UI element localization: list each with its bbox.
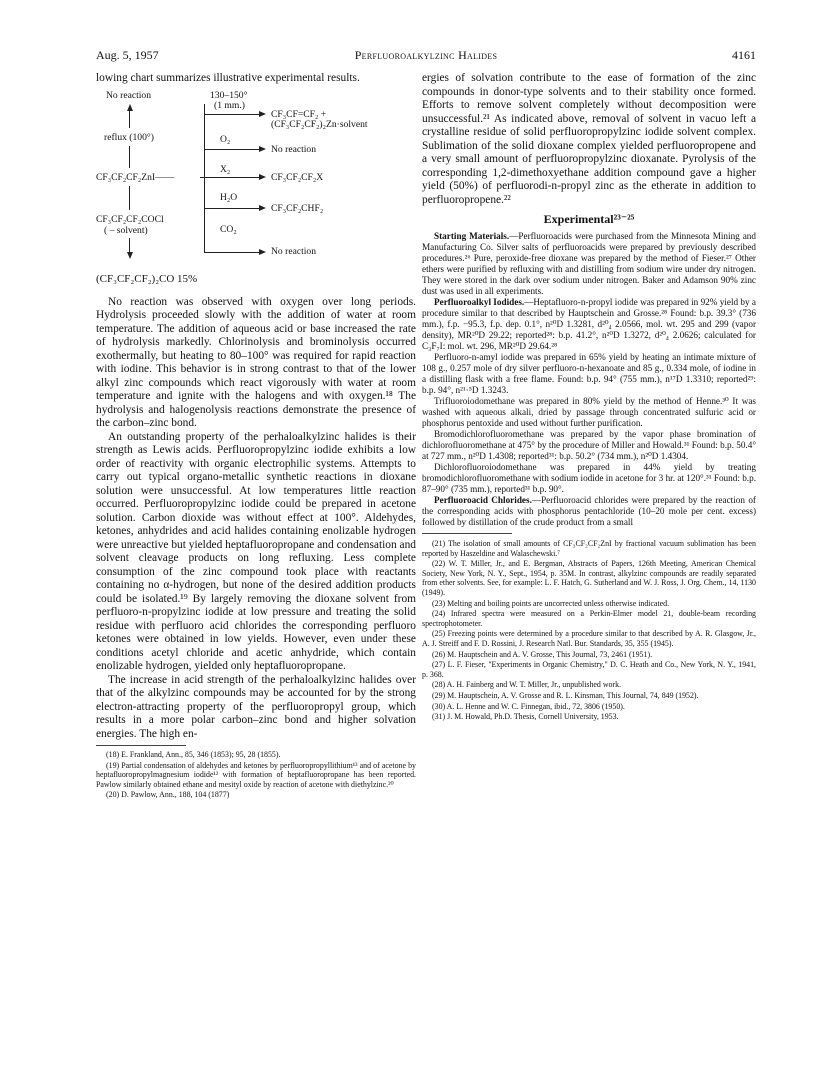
footnote: (19) Partial condensation of aldehydes and ketones by perfluoropropyllithium¹³ and of acetone by heptafluoropropylmagnesium iodide¹² with formation of heptafluoropropane has been reported. Pawlow similarly obtained ethane and mesityl oxide by reaction of acetone with diethylzinc.²⁰ xyxy=(96,760,416,789)
chart-intro: lowing chart summarizes illustrative experimental results. xyxy=(96,72,360,84)
right-arrow-icon xyxy=(259,174,266,180)
paragraph-text: —Heptafluoro-n-propyl iodide was prepared in 92% yield by a procedure similar to that described by Hauptschein and Grosse.²⁸ Found: b.p. 39.3° (736 mm.), f.p. −95.3, f.p. dep. 0.1°, n²⁰D 1.3281, d²⁰₄ 2.0566, mol. wt. 295 and 299 (vapor density), MR²⁰D 29.22; reported²⁸: b.p. 41.2°, n²⁰D 1.3272, d²⁰₄ 2.0626; calculated for C₃F₇I: mol. wt. 296, MR²⁰D 29.64.²⁸ xyxy=(422,297,756,351)
footnote-rule xyxy=(96,745,186,746)
scheme-line xyxy=(129,238,130,252)
paragraph: Perfluoro-n-amyl iodide was prepared in 65% yield by heating an intimate mixture of 108 g., 0.257 mole of dry silver perfluoro-n-hexanoate and 85 g., 0.334 mole, of iodine in a distilling flask with a free flame. Found: b.p. 94° (755 mm.), n¹⁷D 1.3310; reported²⁹: b.p. 94°, n²¹·⁵D 1.3243. xyxy=(422,352,756,395)
paragraph xyxy=(422,297,756,352)
up-arrow-icon xyxy=(127,104,133,111)
scheme-solvent-removed: ( – solvent) xyxy=(104,224,148,236)
scheme-line xyxy=(204,177,260,178)
scheme-cond-x2: X₂ xyxy=(220,163,231,175)
footnote: (30) A. L. Henne and W. C. Finnegan, ibid., 72, 3806 (1950). xyxy=(432,701,625,711)
scheme-line xyxy=(129,186,130,210)
scheme-line xyxy=(204,252,260,253)
scheme-branch-line xyxy=(204,104,205,252)
paragraph: Dichlorofluoroiodomethane was prepared in 44% yield by treating bromodichlorofluoromethane with sodium iodide in acetone for 3 hr. at 120°.³¹ Found: b.p. 87–90° (735 mm.), reported³¹ b.p. 90°. xyxy=(422,462,756,494)
paragraph: Bromodichlorofluoromethane was prepared by the vapor phase bromination of dichlorofluoromethane at 475° by the procedure of Miller and Howald.³¹ Found: b.p. 50.4° at 727 mm., n²⁰D 1.4308; reported³¹: b.p. 50.2° (734 mm.), n²⁰D 1.4304. xyxy=(422,429,756,461)
paragraph: The increase in acid strength of the perhaloalkylzinc halides over that of the alkylzinc compounds may be accounted for by the strong electron-attracting property of the perfluoropropyl group, which results in a more polar carbon–zinc bond and higher solvation energies. The high en- xyxy=(96,673,416,740)
footnotes-left xyxy=(96,745,416,800)
scheme-product-h2o: CF₃CF₂CHF₂ xyxy=(271,202,324,214)
scheme-line xyxy=(204,114,260,115)
footnote: (26) M. Hauptschein and A. V. Grosse, This Journal, 73, 2461 (1951). xyxy=(432,649,653,659)
footnote: (27) L. F. Fieser, "Experiments in Organic Chemistry," D. C. Heath and Co., New York, N. Y., 1941, p. 368. xyxy=(422,660,756,679)
section-title: Experimental²³⁻²⁵ xyxy=(543,212,635,226)
scheme-line xyxy=(204,208,260,209)
subsection-heading: Starting Materials. xyxy=(434,231,510,241)
running-header xyxy=(96,48,756,64)
scheme-reagent: CF₃CF₂CF₂ZnI—— xyxy=(96,171,175,183)
scheme-cond-h2o: H₂O xyxy=(220,191,238,203)
paragraph xyxy=(422,231,756,297)
right-arrow-icon xyxy=(259,205,266,211)
scheme-ketone-product: (CF₃CF₂CF₂)₂CO 15% xyxy=(96,272,198,285)
scheme-product-heat-1: CF₃CF=CF₂ + xyxy=(271,108,327,120)
paragraph: Trifluoroiodomethane was prepared in 80% yield by the method of Henne.³⁰ It was washed with aqueous alkali, dried by passage through concentrated sulfuric acid or phosphorus pentoxide and used without further purification. xyxy=(422,396,756,428)
subsection-heading: Perfluoroalkyl Iodides. xyxy=(434,297,525,307)
paragraph-text: —Perfluoroacids were purchased from the Minnesota Mining and Manufacturing Co. Silver salts of perfluoroacids were prepared by previously described procedures.²⁶ Pure, peroxide-free dioxane was prepared by the method of Fieser.²⁷ Other ethers were purified by refluxing with and distilling from sodium wire under dry nitrogen. They were stored in the dark over sodium under nitrogen. Baker and Adamson 90% zinc dust was used in all experiments. xyxy=(422,231,756,296)
footnote: (20) D. Pawlow, Ann., 188, 104 (1877) xyxy=(106,790,230,800)
scheme-acid-chloride: CF₃CF₂CF₂COCl xyxy=(96,213,164,225)
footnote: (29) M. Hauptschein, A. V. Grosse and R. L. Kinsman, This Journal, 74, 849 (1952). xyxy=(432,690,699,700)
footnote: (21) The isolation of small amounts of CF₃CF₂CF₂ZnI by fractional vacuum sublimation has been reported by Haszeldine and Walaschewski.⁷ xyxy=(422,539,756,558)
footnote: (18) E. Frankland, Ann., 85, 346 (1853); 95, 28 (1855). xyxy=(106,750,281,759)
left-column xyxy=(96,72,416,801)
footnotes-right xyxy=(422,533,756,722)
scheme-cond-co2: CO₂ xyxy=(220,223,237,235)
paragraph: An outstanding property of the perhaloalkylzinc halides is their strength as Lewis acids. Perfluoropropylzinc iodide exhibits a low order of reactivity with organic electrophilic systems. Attempts to carry out typical organo-metallic synthetic reactions in dioxane solution were unsuccessful. At low temperatures little reaction occurred. Perfluoropropylzinc iodide could be prepared in acetone solution. Carbon dioxide was without effect at 100°. Aldehydes, ketones, anhydrides and acid halides containing enolizable hydrogen were unreactive but yielded heptafluoropropane and condensation and solvent cleavage products on long refluxing. Less complete consumption of the zinc compound took place with reactants containing no α-hydrogen, but none of the desired addition products could be isolated.¹⁹ By largely removing the dioxane solvent from perfluoro-n-propylzinc iodide at low pressure and treating the solid residue with perfluoro acid chlorides the corresponding perfluoro ketones were obtained in low yields. However, even under these conditions acetyl chloride and acetic anhydride, which contain enolizable hydrogen, yielded only heptafluoropropane. xyxy=(96,430,416,672)
scheme-cond-o2: O₂ xyxy=(220,133,231,145)
header-title: Perfluoroalkylzinc Halides xyxy=(354,48,498,62)
scheme-cond-pressure: (1 mm.) xyxy=(214,99,245,111)
paragraph xyxy=(422,495,756,528)
scheme-product-o2: No reaction xyxy=(271,143,317,155)
footnote: (31) J. M. Howald, Ph.D. Thesis, Cornell University, 1953. xyxy=(432,712,619,722)
paragraph: No reaction was observed with oxygen over long periods. Hydrolysis proceeded slowly with the addition of water at room temperature. The addition of aqueous acid or base increased the rate of hydrolysis markedly. Chlorinolysis and brominolysis occurred exothermally, but heating to 80–100° was required for rapid reaction with iodine. This behavior is in strong contrast to that of the lower alkyl zinc compounds which react vigorously with water at room temperature and ignite with the halogens and with oxygen.¹⁸ The hydrolysis and halogenolysis reactions demonstrate the presence of the carbon–zinc bond. xyxy=(96,295,416,429)
page-number: 4161 xyxy=(732,48,756,62)
scheme-line xyxy=(204,149,260,150)
scheme-line xyxy=(129,146,130,168)
footnote: (28) A. H. Fainberg and W. T. Miller, Jr., unpublished work. xyxy=(432,680,622,690)
footnote: (25) Freezing points were determined by a procedure similar to that described by A. R. Glasgow, Jr., A. J. Streiff and F. D. Rossini, J. Research Natl. Bur. Standards, 35, 355 (1945). xyxy=(422,629,756,648)
scheme-cond-heat: 130–150° xyxy=(210,89,248,101)
paragraph: ergies of solvation contribute to the ease of formation of the zinc compounds in donor-type solvents and to their stability once formed. Efforts to remove solvent completely without decomposition were unsuccessful.²¹ As indicated above, removal of solvent in vacuo left a crystalline residue of solid perfluoropropylzinc iodide solvent complex. Sublimation of the solid dioxane complex yielded perfluoropropene and a very small amount of perfluoropropylzinc dioxanate. Pyrolysis of the corresponding 1,2-dimethoxyethane addition compound gave a higher yield (50%) of perfluorodi-n-propyl zinc as the etherate in addition to perfluoropropene.²² xyxy=(422,72,756,206)
right-column xyxy=(422,72,756,723)
scheme-product-x2: CF₃CF₂CF₂X xyxy=(271,171,324,183)
header-date: Aug. 5, 1957 xyxy=(96,48,159,62)
paragraph-text: —Perfluoroacid chlorides were prepared by the reaction of the corresponding acids with phosphorus pentachloride (10–20 mole per cent. excess) followed by distillation of the crude product from a small xyxy=(422,495,756,527)
right-arrow-icon xyxy=(259,146,266,152)
scheme-reflux: reflux (100°) xyxy=(104,131,154,143)
footnote: (22) W. T. Miller, Jr., and E. Bergman, Abstracts of Papers, 126th Meeting, American Chemical Society, New York, N. Y., Sept., 1954, p. 35M. In contrast, alkylzinc compounds are readily separated from ether solvents. See, for example: L. F. Hatch, G. Sutherland and W. J. Ross, J. Org. Chem., 14, 1130 (1949). xyxy=(422,559,756,597)
subsection-heading: Perfluoroacid Chlorides. xyxy=(434,495,532,505)
right-arrow-icon xyxy=(259,111,266,117)
reaction-scheme xyxy=(96,88,416,292)
right-arrow-icon xyxy=(259,249,266,255)
footnote-rule xyxy=(422,533,512,534)
scheme-product-heat-2: (CF₃CF₂CF₂)₂Zn·solvent xyxy=(271,118,368,130)
footnote: (24) Infrared spectra were measured on a Perkin-Elmer model 21, double-beam recording spectrophotometer. xyxy=(422,609,756,628)
scheme-line xyxy=(129,110,130,128)
footnote: (23) Melting and boiling points are uncorrected unless otherwise indicated. xyxy=(432,598,670,608)
scheme-no-reaction-top: No reaction xyxy=(106,89,152,101)
scheme-product-co2: No reaction xyxy=(271,245,317,257)
down-arrow-icon xyxy=(127,252,133,259)
